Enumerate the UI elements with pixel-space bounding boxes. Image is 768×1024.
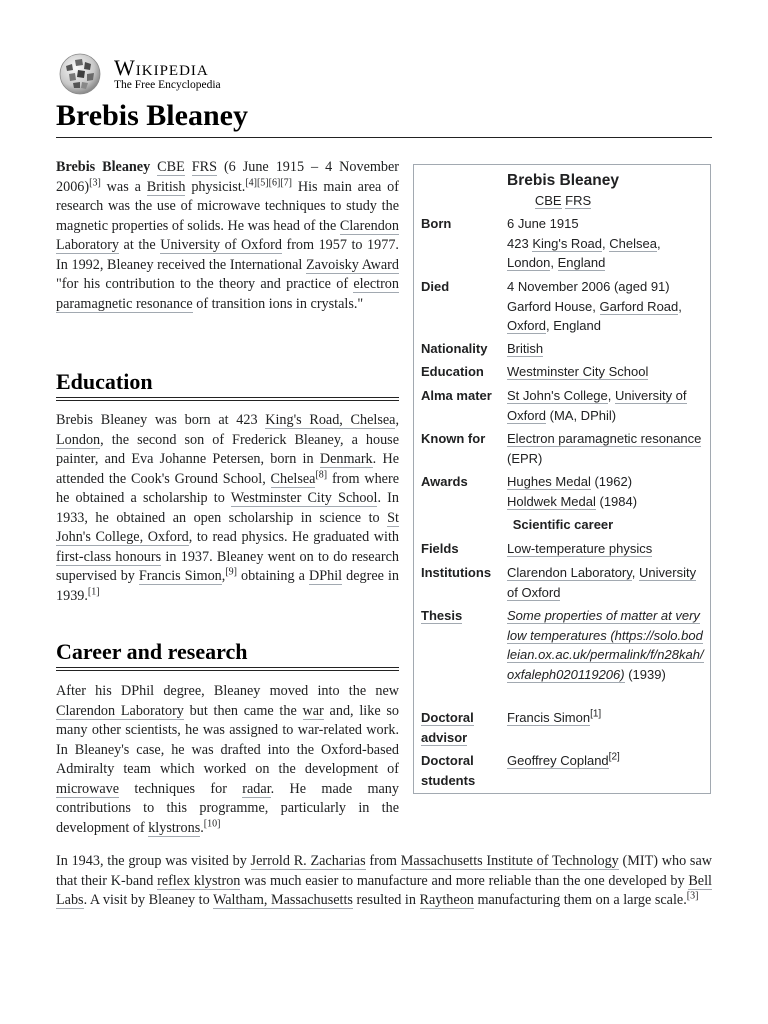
label: Nationality	[421, 341, 488, 356]
link-microwave[interactable]: microwave	[56, 780, 120, 797]
link-denmark[interactable]: Denmark	[319, 451, 373, 467]
wordmark	[114, 54, 221, 92]
link-holdwek-medal[interactable]: Holdwek Medal	[507, 493, 596, 509]
link-england[interactable]: England	[557, 255, 606, 270]
link-frs[interactable]: FRS	[191, 159, 217, 175]
label: Doctoral students	[421, 753, 476, 788]
born-date: 6 June 1915	[507, 216, 579, 231]
text: ,	[607, 388, 615, 403]
text: ,	[656, 235, 661, 251]
text: obtaining a	[237, 568, 309, 584]
text: ,	[631, 565, 640, 580]
ref-4-7[interactable]: [4][5][6][7]	[245, 176, 292, 188]
value	[507, 386, 705, 425]
career-divider	[56, 667, 399, 671]
link-kings-road[interactable]: King's Road, Chelsea	[265, 412, 396, 428]
infobox-postnominals	[414, 191, 712, 211]
infobox-row-nationality	[421, 339, 705, 359]
link-radar[interactable]: radar	[242, 780, 271, 797]
link-chelsea[interactable]: Chelsea	[609, 235, 657, 251]
link-francis-simon[interactable]: Francis Simon	[507, 710, 591, 725]
education-paragraph	[56, 411, 399, 606]
value	[507, 277, 705, 336]
link-oxford[interactable]: Oxford	[507, 318, 547, 333]
value	[507, 362, 705, 382]
link-mit[interactable]: Massachusetts Institute of Technology	[400, 853, 619, 869]
value	[507, 339, 705, 359]
text: from 1957 to 1977. In 1992, Bleaney received the International	[56, 237, 399, 273]
label: Died	[421, 279, 450, 294]
link-hughes-medal[interactable]: Hughes Medal	[507, 474, 591, 489]
infobox-row-known-for	[421, 429, 705, 468]
link-epr[interactable]: Electron paramagnetic resonance	[507, 431, 702, 446]
value	[507, 214, 705, 273]
text: was a	[100, 178, 147, 195]
link-clarendon-lab[interactable]: Clarendon Laboratory	[56, 217, 399, 253]
text: of transition ions in crystals."	[192, 295, 364, 312]
ref-10[interactable]: [10]	[203, 817, 221, 829]
link-waltham[interactable]: Waltham, Massachusetts	[213, 892, 353, 908]
link-cbe[interactable]: CBE	[157, 159, 185, 175]
value	[507, 708, 705, 747]
link-zavoisky-award[interactable]: Zavoisky Award	[306, 256, 399, 273]
link-clarendon-lab[interactable]: Clarendon Laboratory	[507, 565, 632, 580]
text: from where he obtained a scholarship to	[56, 470, 399, 506]
text: in 1937. Bleaney went on to do research supervised by	[56, 548, 400, 584]
link-war[interactable]: war	[302, 702, 324, 719]
text: techniques for	[119, 780, 243, 797]
education-divider	[56, 397, 399, 401]
label: Education	[421, 364, 484, 379]
text: (1984)	[595, 493, 638, 509]
text: 423	[507, 235, 533, 251]
text: physicist.	[185, 178, 246, 195]
text: but then came the	[183, 702, 303, 719]
text: and, like so many other scientists, he was assigned to war-related work. In Bleaney's case, he was drafted into the Oxford-based Admiralty team which worked on the development of	[56, 702, 399, 777]
link-cbe[interactable]: CBE	[534, 193, 562, 208]
text: , to read physics. He graduated with	[188, 529, 399, 545]
ref-1[interactable]: [1]	[590, 708, 602, 720]
education-heading: Education	[56, 369, 153, 394]
link-epr[interactable]: electron paramagnetic resonance	[56, 276, 399, 312]
label	[421, 708, 507, 747]
text: "for his contribution to the theory and practice of	[56, 276, 354, 292]
text: . In 1933, he obtained an open scholarship in science to	[56, 490, 399, 526]
career-paragraph-2	[56, 852, 712, 911]
text: from	[365, 853, 401, 869]
link-geoffrey-copland[interactable]: Geoffrey Copland	[507, 753, 609, 768]
infobox	[413, 164, 711, 794]
infobox-row-institutions	[421, 563, 705, 602]
career-section-wide	[56, 852, 712, 911]
text: (MIT) who saw that their K-band	[56, 853, 712, 889]
text: , the second son of Frederick Bleaney, a house painter, and Eva Johanne Petersen, born in	[56, 431, 399, 467]
title-divider	[56, 137, 712, 138]
lead-section	[56, 158, 399, 314]
text: ,	[550, 255, 558, 270]
infobox-row-thesis	[421, 606, 705, 684]
infobox-scientific-career-header: Scientific career	[512, 517, 614, 532]
text: After his DPhil degree, Bleaney moved into the new	[56, 683, 399, 699]
ref-9[interactable]: [9]	[225, 566, 237, 578]
career-section	[56, 682, 399, 838]
career-heading: Career and research	[56, 639, 248, 664]
text: Garford House,	[507, 298, 600, 314]
infobox-row-doctoral-students	[421, 751, 705, 790]
text: . He attended the Cook's Ground School,	[56, 451, 399, 487]
text: manufacturing them on a large scale.	[473, 892, 687, 908]
link-bell-labs[interactable]: Bell Labs	[56, 872, 712, 908]
infobox-row-alma-mater	[421, 386, 705, 425]
education-section	[56, 411, 399, 606]
site-header[interactable]	[56, 52, 221, 96]
lead-paragraph	[56, 158, 399, 314]
label: Known for	[421, 431, 486, 446]
text: (MA, DPhil)	[546, 407, 617, 423]
link-university-of-oxford[interactable]: University of Oxford	[507, 388, 687, 423]
label	[421, 606, 507, 684]
link-london[interactable]: London	[56, 431, 101, 448]
value	[507, 472, 705, 511]
link-st-johns-college[interactable]: St John's College	[507, 388, 608, 403]
label: Alma mater	[421, 388, 492, 403]
text: at the	[119, 237, 161, 253]
page-title: Brebis Bleaney	[56, 99, 248, 132]
ref-3[interactable]: [3]	[686, 890, 699, 902]
link-chelsea[interactable]: Chelsea	[270, 470, 316, 487]
ref-2[interactable]: [2]	[608, 751, 620, 763]
text: degree in 1939.	[56, 568, 400, 604]
link-first-class-honours[interactable]: first-class honours	[56, 548, 162, 565]
career-paragraph-1	[56, 682, 399, 838]
label: Fields	[421, 541, 459, 556]
link-raytheon[interactable]: Raytheon	[419, 892, 474, 908]
link-low-temperature-physics[interactable]: Low-temperature physics	[507, 541, 653, 556]
text: (6 June 1915 – 4 November 2006)	[56, 159, 400, 195]
link-british[interactable]: British	[507, 341, 544, 356]
died-date: 4 November 2006 (aged 91)	[507, 279, 670, 294]
label: Institutions	[421, 565, 492, 580]
label: Awards	[421, 474, 468, 489]
text: (1939)	[624, 666, 666, 682]
text: (EPR)	[507, 450, 543, 466]
infobox-title: Brebis Bleaney	[507, 172, 619, 189]
text: .	[200, 819, 204, 836]
text: resulted in	[352, 892, 420, 908]
link-garford-road[interactable]: Garford Road	[599, 298, 679, 314]
link-st-johns-college[interactable]: St John's College, Oxford	[56, 509, 399, 545]
infobox-row-died	[421, 277, 705, 336]
text: (1962)	[590, 474, 633, 489]
link-british[interactable]: British	[146, 178, 186, 195]
text: ,	[221, 568, 226, 584]
wordmark-title: Wikipedia	[114, 54, 209, 80]
infobox-row-fields	[421, 539, 705, 559]
text: , England	[546, 318, 601, 333]
ref-8[interactable]: [8]	[315, 468, 328, 480]
link-kings-road[interactable]: King's Road	[532, 235, 603, 251]
link-dphil[interactable]: DPhil	[308, 568, 343, 584]
value	[507, 751, 705, 790]
link-jerrold-zacharias[interactable]: Jerrold R. Zacharias	[250, 853, 366, 869]
wikipedia-globe-icon[interactable]	[56, 52, 104, 96]
wordmark-tagline: The Free Encyclopedia	[114, 78, 221, 91]
link-reflex-klystron[interactable]: reflex klystron	[157, 872, 241, 889]
link-westminster-city-school[interactable]: Westminster City School	[507, 364, 649, 379]
link-thesis[interactable]: Some properties of matter at very low temperatures (https://solo.bodleian.ox.ac.uk/permalink/f/n28kah/oxfaleph020119206)	[507, 608, 704, 682]
text: In 1943, the group was visited by	[56, 853, 251, 869]
value	[507, 429, 705, 468]
text: ,	[678, 298, 682, 314]
text: His main area of research was the use of microwave techniques to study the magnetic properties of solids. He was head of the	[56, 178, 399, 234]
ref-1[interactable]: [1]	[87, 585, 100, 597]
infobox-row-education	[421, 362, 705, 382]
link-frs[interactable]: FRS	[565, 193, 592, 208]
label: Born	[421, 216, 452, 231]
thesis-label[interactable]: Thesis	[421, 608, 463, 623]
link-university-of-oxford[interactable]: University of Oxford	[507, 565, 697, 600]
link-university-of-oxford[interactable]: University of Oxford	[160, 237, 282, 253]
link-london[interactable]: London	[507, 255, 551, 270]
infobox-row-born	[421, 214, 705, 273]
value	[507, 539, 705, 559]
infobox-row-doctoral-advisor	[421, 708, 705, 747]
text: ,	[395, 412, 399, 428]
link-westminster-city-school[interactable]: Westminster City School	[230, 490, 378, 506]
link-klystrons[interactable]: klystrons	[148, 819, 201, 836]
text: . He made many contributions to this programme, particularly in the development of	[56, 780, 399, 836]
value	[507, 563, 705, 602]
link-francis-simon[interactable]: Francis Simon	[138, 568, 222, 584]
subject-name: Brebis Bleaney	[56, 159, 151, 175]
link-clarendon-lab[interactable]: Clarendon Laboratory	[56, 702, 184, 719]
ref-3[interactable]: [3]	[89, 176, 101, 188]
doctoral-advisor-label[interactable]: Doctoral advisor	[421, 710, 474, 745]
text: was much easier to manufacture and more reliable than the one developed by	[240, 872, 689, 889]
infobox-row-awards	[421, 472, 705, 511]
text: . A visit by Bleaney to	[83, 892, 213, 908]
value	[507, 606, 705, 684]
text: ,	[602, 235, 610, 251]
text: Brebis Bleaney was born at 423	[56, 412, 266, 428]
